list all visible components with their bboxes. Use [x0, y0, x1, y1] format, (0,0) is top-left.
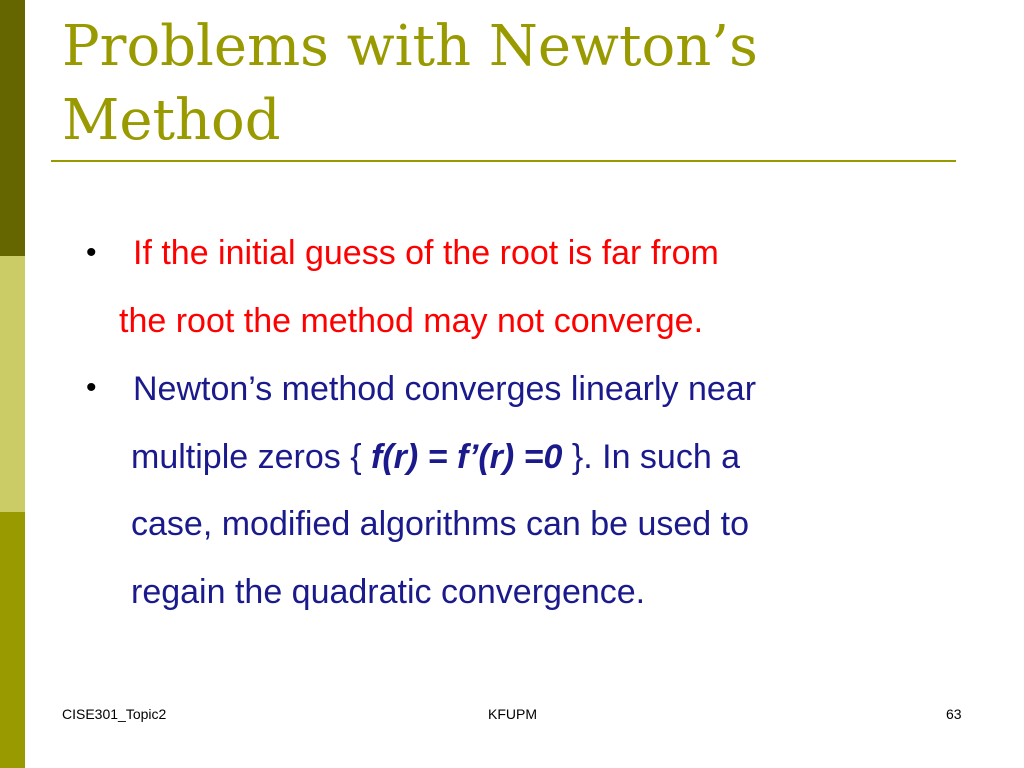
- footer-course-label: CISE301_Topic2: [62, 706, 167, 722]
- sidebar-band-bottom: [0, 512, 25, 768]
- bullet-2-line-2-prefix: multiple zeros {: [131, 438, 371, 476]
- bullet-1-line-1: If the initial guess of the root is far from: [133, 234, 719, 272]
- multiple-zero-formula: f(r) = f’(r) =0: [371, 438, 563, 476]
- bullet-2-marker: •: [86, 371, 97, 404]
- slide-title-line1: Problems with Newton’s: [62, 14, 758, 79]
- bullet-2-line-1: Newton’s method converges linearly near: [133, 370, 757, 408]
- bullet-2-line-4: regain the quadratic convergence.: [131, 573, 646, 611]
- bullet-2-line-3: case, modified algorithms can be used to: [131, 505, 750, 543]
- footer-institution: KFUPM: [488, 706, 537, 722]
- slide-title: [62, 10, 942, 158]
- bullet-2-line-2: [131, 437, 740, 477]
- footer-slide-number: 63: [946, 706, 962, 722]
- bullet-1-line-2: the root the method may not converge.: [119, 302, 704, 340]
- bullet-2-line-2-suffix: }. In such a: [562, 438, 741, 476]
- bullet-1-marker: •: [86, 236, 97, 269]
- sidebar-band-middle: [0, 256, 25, 512]
- sidebar-band-top: [0, 0, 25, 256]
- slide-title-line2: Method: [62, 88, 281, 153]
- title-divider: [51, 160, 956, 162]
